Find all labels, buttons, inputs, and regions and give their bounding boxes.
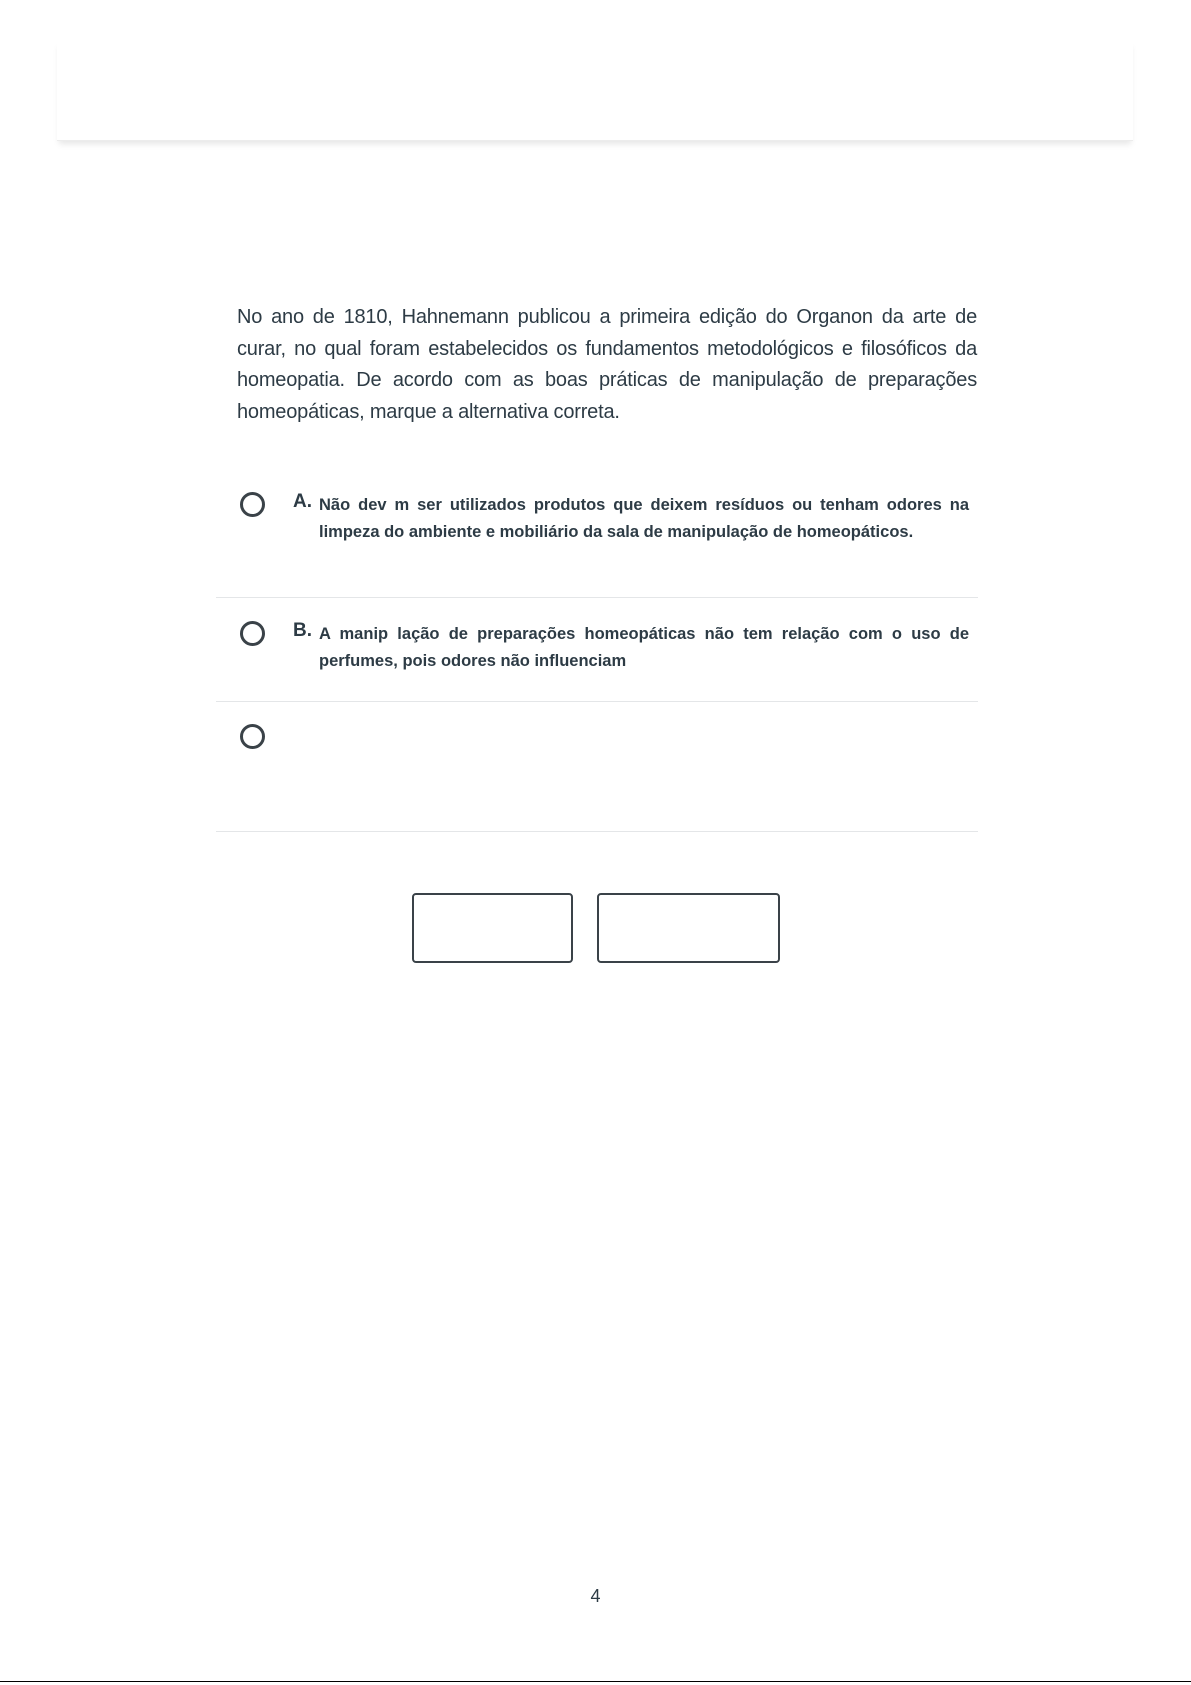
page-number: 4 [590, 1586, 601, 1606]
question-text: No ano de 1810, Hahnemann publicou a primeira edição do Organon da arte de curar, no qual foram estabelecidos os fundamentos metodológicos e filosóficos da homeopatia. De acordo com as boas práticas de manipulação de preparações homeopáticas, marque a alternativa correta. [237, 306, 977, 423]
action-button-1[interactable] [412, 893, 573, 963]
radio-button-b[interactable] [240, 621, 265, 646]
radio-button-a[interactable] [240, 492, 265, 517]
answer-option-b[interactable] [216, 615, 978, 702]
option-letter-b: B. [293, 620, 312, 641]
action-button-2[interactable] [597, 893, 780, 963]
option-letter-a: A. [293, 491, 312, 512]
option-text-a: Não dev m ser utilizados produtos que deixem resíduos ou tenham odores na limpeza do ambiente e mobiliário da sala de manipulação de homeopáticos. [319, 496, 969, 541]
option-text-b: A manip lação de preparações homeopáticas não tem relação com o uso de perfumes, pois odores não influenciam [319, 625, 969, 670]
answer-option-c[interactable] [216, 718, 978, 832]
top-header-bar [57, 40, 1133, 141]
bottom-divider [0, 1681, 1191, 1682]
radio-button-c[interactable] [240, 724, 265, 749]
answer-option-a[interactable] [216, 486, 978, 598]
